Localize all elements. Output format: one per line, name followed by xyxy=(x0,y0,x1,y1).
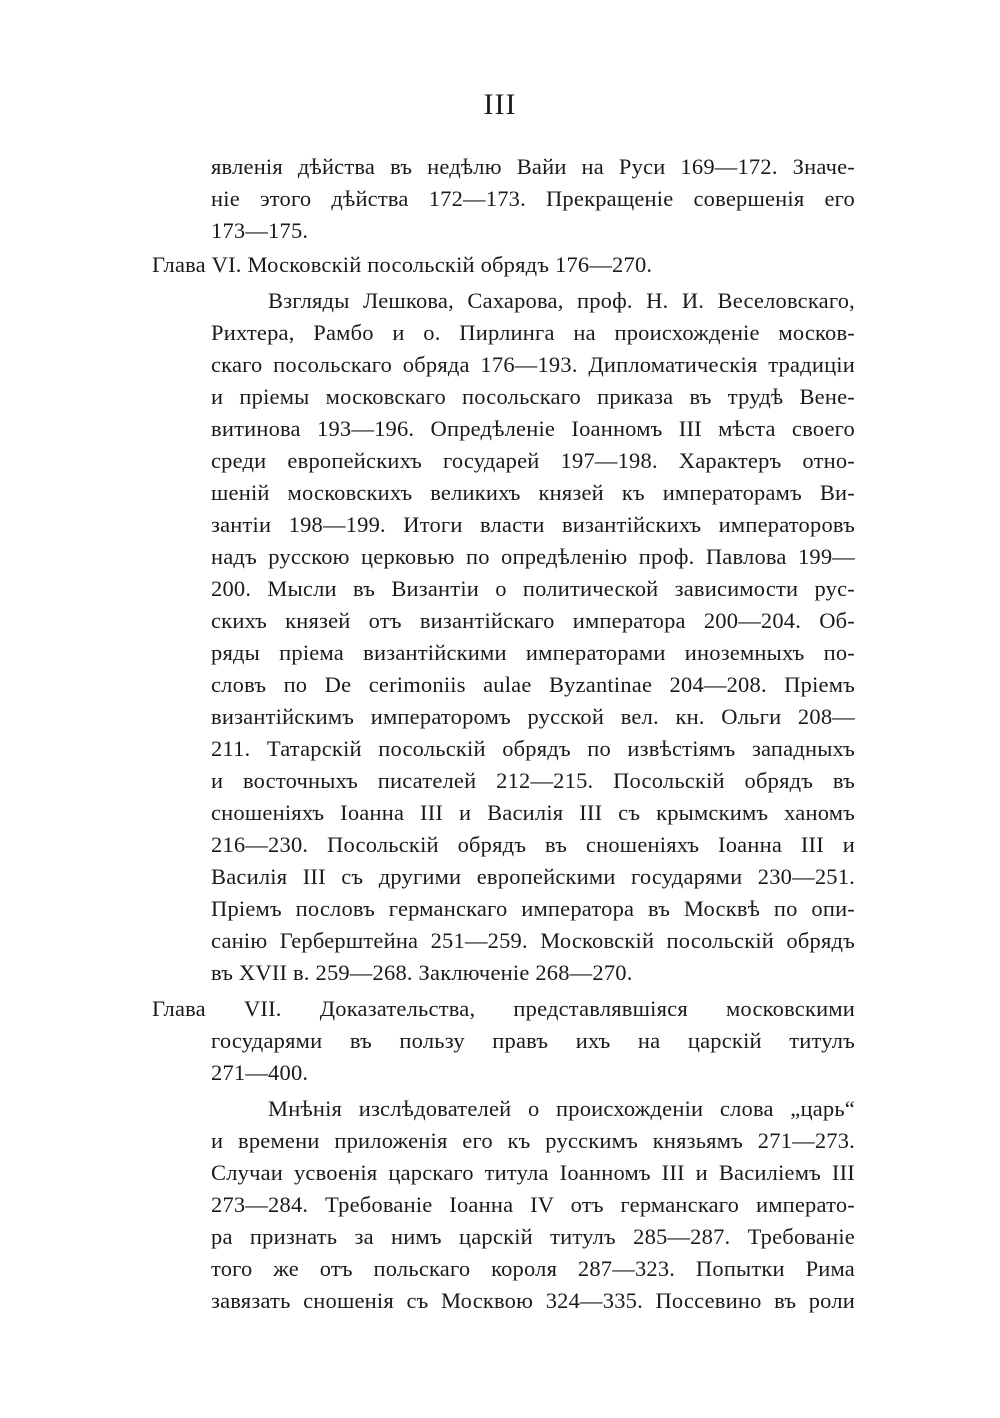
text-line: Случаи усвоенія царскаго титула Іоанномъ III и Василіемъ III xyxy=(211,1160,855,1185)
text-line: 216—230. Посольскій обрядъ въ сношеніяхъ Іоанна III и xyxy=(211,832,855,857)
text-line: ра признать за нимъ царскій титулъ 285—287. Требованіе xyxy=(211,1224,855,1249)
chapter-heading: Глава VII. Доказательства, представлявшіяся московскими xyxy=(152,996,855,1021)
text-line: Василія III съ другими европейскими государями 230—251. xyxy=(211,864,855,889)
text-line: 273—284. Требованіе Іоанна IV отъ германскаго императо- xyxy=(211,1192,855,1217)
text-line: санію Герберштейна 251—259. Московскій посольскій обрядъ xyxy=(211,928,855,953)
text-line: и пріемы московскаго посольскаго приказа въ трудѣ Вене- xyxy=(211,384,855,409)
text-line: Пріемъ пословъ германскаго императора въ Москвѣ по опи- xyxy=(211,896,855,921)
text-line: Взгляды Лешкова, Сахарова, проф. Н. И. Веселовскаго, xyxy=(268,288,855,313)
chapter-heading-continuation: 271—400. xyxy=(211,1060,309,1085)
text-line: ряды пріема византійскими императорами иноземныхъ по- xyxy=(211,640,855,665)
text-line: скихъ князей отъ византійскаго императора 200—204. Об- xyxy=(211,608,855,633)
text-line: Рихтера, Рамбо и о. Пирлинга на происхожденіе москов- xyxy=(211,320,855,345)
text-line: сношеніяхъ Іоанна III и Василія III съ крымскимъ ханомъ xyxy=(211,800,855,825)
text-line: 211. Татарскій посольскій обрядъ по извѣстіямъ западныхъ xyxy=(211,736,855,761)
chapter-heading-continuation: государями въ пользу правъ ихъ на царскій титулъ xyxy=(211,1028,855,1053)
chapter-heading: Глава VI. Московскій посольскій обрядъ 176—270. xyxy=(152,252,653,277)
text-line: скаго посольскаго обряда 176—193. Дипломатическія традиціи xyxy=(211,352,855,377)
text-line: и восточныхъ писателей 212—215. Посольскій обрядъ въ xyxy=(211,768,855,793)
page-number: III xyxy=(483,88,517,121)
text-line: завязать сношенія съ Москвою 324—335. Поссевино въ роли xyxy=(211,1288,855,1313)
text-line: явленія дѣйства въ недѣлю Вайи на Руси 169—172. Значе- xyxy=(211,154,855,179)
text-line: 173—175. xyxy=(211,218,309,243)
text-line: надъ русскою церковью по опредѣленію проф. Павлова 199— xyxy=(211,544,855,569)
text-line: среди европейскихъ государей 197—198. Характеръ отно- xyxy=(211,448,855,473)
text-line: ніе этого дѣйства 172—173. Прекращеніе совершенія его xyxy=(211,186,855,211)
text-line: 200. Мысли въ Византіи о политической зависимости рус- xyxy=(211,576,855,601)
text-line: того же отъ польскаго короля 287—323. Попытки Рима xyxy=(211,1256,855,1281)
text-line: зантіи 198—199. Итоги власти византійскихъ императоровъ xyxy=(211,512,855,537)
text-line: Мнѣнія изслѣдователей о происхожденіи слова „царь“ xyxy=(268,1096,855,1121)
text-line: витинова 193—196. Опредѣленіе Іоанномъ III мѣста своего xyxy=(211,416,855,441)
text-line: въ XVII в. 259—268. Заключеніе 268—270. xyxy=(211,960,633,985)
text-line: и времени приложенія его къ русскимъ князьямъ 271—273. xyxy=(211,1128,855,1153)
text-line: словъ по De cerimoniis aulae Byzantinae 204—208. Пріемъ xyxy=(211,672,855,697)
text-line: шеній московскихъ великихъ князей къ императорамъ Ви- xyxy=(211,480,855,505)
text-line: византійскимъ императоромъ русской вел. кн. Ольги 208— xyxy=(211,704,855,729)
